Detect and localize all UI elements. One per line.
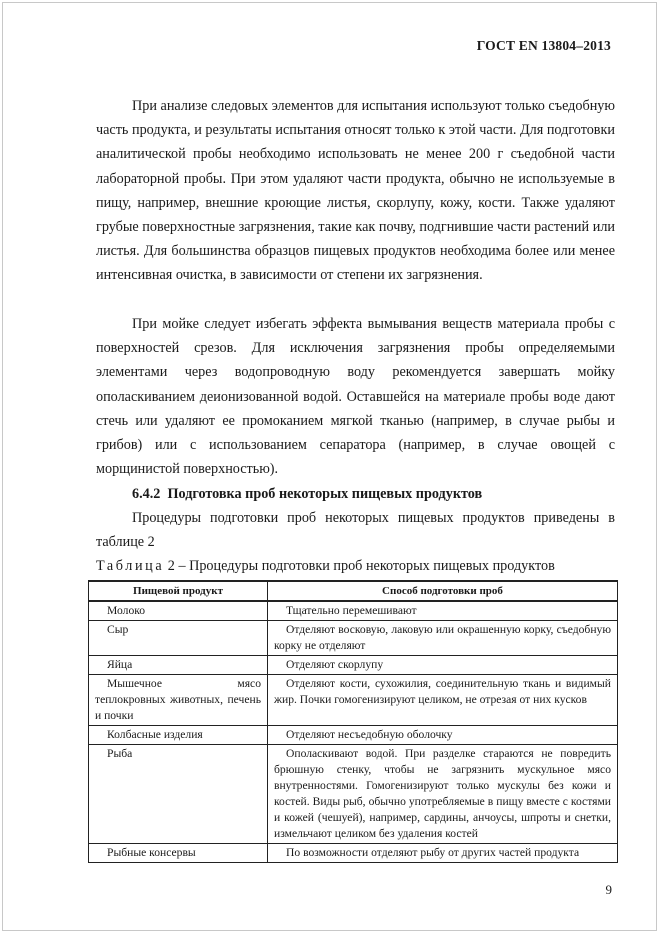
table-row bbox=[89, 656, 618, 675]
product-cell bbox=[89, 621, 268, 656]
method-cell bbox=[268, 675, 618, 726]
product-name: Молоко bbox=[107, 604, 146, 617]
method-text: Отделяют восковую, лаковую или окрашенную корку, съедобную корку не отделяют bbox=[274, 623, 611, 652]
table-caption bbox=[96, 554, 616, 578]
section-intro bbox=[96, 506, 615, 554]
product-cell bbox=[89, 656, 268, 675]
table-row bbox=[89, 675, 618, 726]
section-number: 6.4.2 bbox=[132, 486, 161, 502]
table-caption-label: Таблица bbox=[96, 558, 165, 574]
table-row bbox=[89, 726, 618, 745]
product-name: Рыба bbox=[107, 747, 133, 760]
method-cell bbox=[268, 745, 618, 844]
column-header-product: Пищевой продукт bbox=[89, 581, 268, 601]
method-text: Отделяют скорлупу bbox=[286, 658, 384, 671]
product-cell bbox=[89, 601, 268, 621]
method-text: Ополаскивают водой. При разделке стараются не повредить брюшную стенку, чтобы не загрязнить мускульное мясо внутренностями. Гомогенизируют только мускулы без кожи и костей. Виды рыб, обычно употребляемые в пищу вместе с костями и кожей (чешуей), например, сардины, анчоусы, шпроты и снетки, измельчают целиком без удаления костей bbox=[274, 747, 611, 840]
table-row bbox=[89, 621, 618, 656]
product-cell bbox=[89, 726, 268, 745]
paragraph-1-text: При анализе следовых элементов для испытания используют только съедобную часть продукта, и результаты испытания относят только к этой части. Для подготовки аналитической пробы необходимо использовать не менее 200 г съедобной части лабораторной пробы. При этом удаляют части продукта, обычно не используемые в пищу, например, внешние кроющие листья, скорлупу, кожу, кости. Также удаляют грубые поверхностные загрязнения, такие как почву, подгнившие части растений или листья. Для большинства образцов пищевых продуктов необходима более или менее интенсивная очистка, в зависимости от степени их загрязнения. bbox=[96, 98, 615, 284]
section-title: Подготовка проб некоторых пищевых продуктов bbox=[167, 486, 483, 502]
product-name: Рыбные консервы bbox=[107, 846, 196, 859]
paragraph-washing bbox=[96, 312, 615, 481]
product-name: Колбасные изделия bbox=[107, 728, 203, 741]
method-text: Тщательно перемешивают bbox=[286, 604, 417, 617]
sample-preparation-table bbox=[88, 580, 618, 863]
paragraph-2-text: При мойке следует избегать эффекта вымывания веществ материала пробы с поверхностей срезов. Для исключения загрязнения пробы определяемыми элементами через водопроводную воду рекомендуется завершать мойку ополаскиванием деионизованной водой. Оставшейся на материале пробы воде дают стечь или удаляют ее промоканием мягкой тканью (например, в случае рыбы и грибов) или с использованием сепаратора (например, в случае овощей с морщинистой поверхностью). bbox=[96, 316, 615, 478]
method-text: Отделяют кости, сухожилия, соединительную ткань и видимый жир. Почки гомогенизируют целиком, не отрезая от них кусков bbox=[274, 677, 611, 706]
method-text: По возможности отделяют рыбу от других частей продукта bbox=[286, 846, 580, 859]
table-caption-text: 2 – Процедуры подготовки проб некоторых пищевых продуктов bbox=[164, 558, 555, 574]
method-cell bbox=[268, 601, 618, 621]
product-cell bbox=[89, 844, 268, 863]
section-intro-text: Процедуры подготовки проб некоторых пищевых продуктов приведены в таблице 2 bbox=[96, 510, 615, 551]
paragraph-trace-elements bbox=[96, 94, 615, 288]
column-header-method: Способ подготовки проб bbox=[268, 581, 618, 601]
method-cell bbox=[268, 621, 618, 656]
product-name: Мышечное мясо теплокровных животных, печень и почки bbox=[95, 677, 261, 722]
method-text: Отделяют несъедобную оболочку bbox=[286, 728, 453, 741]
product-name: Яйца bbox=[107, 658, 133, 671]
section-heading bbox=[132, 482, 482, 506]
method-cell bbox=[268, 656, 618, 675]
table-row bbox=[89, 745, 618, 844]
product-cell bbox=[89, 745, 268, 844]
table-row bbox=[89, 844, 618, 863]
standard-header: ГОСТ EN 13804–2013 bbox=[476, 38, 611, 53]
table-row bbox=[89, 601, 618, 621]
table-header-row bbox=[89, 581, 618, 601]
product-cell bbox=[89, 675, 268, 726]
product-name: Сыр bbox=[107, 623, 129, 636]
method-cell bbox=[268, 844, 618, 863]
method-cell bbox=[268, 726, 618, 745]
page-number: 9 bbox=[605, 882, 612, 897]
